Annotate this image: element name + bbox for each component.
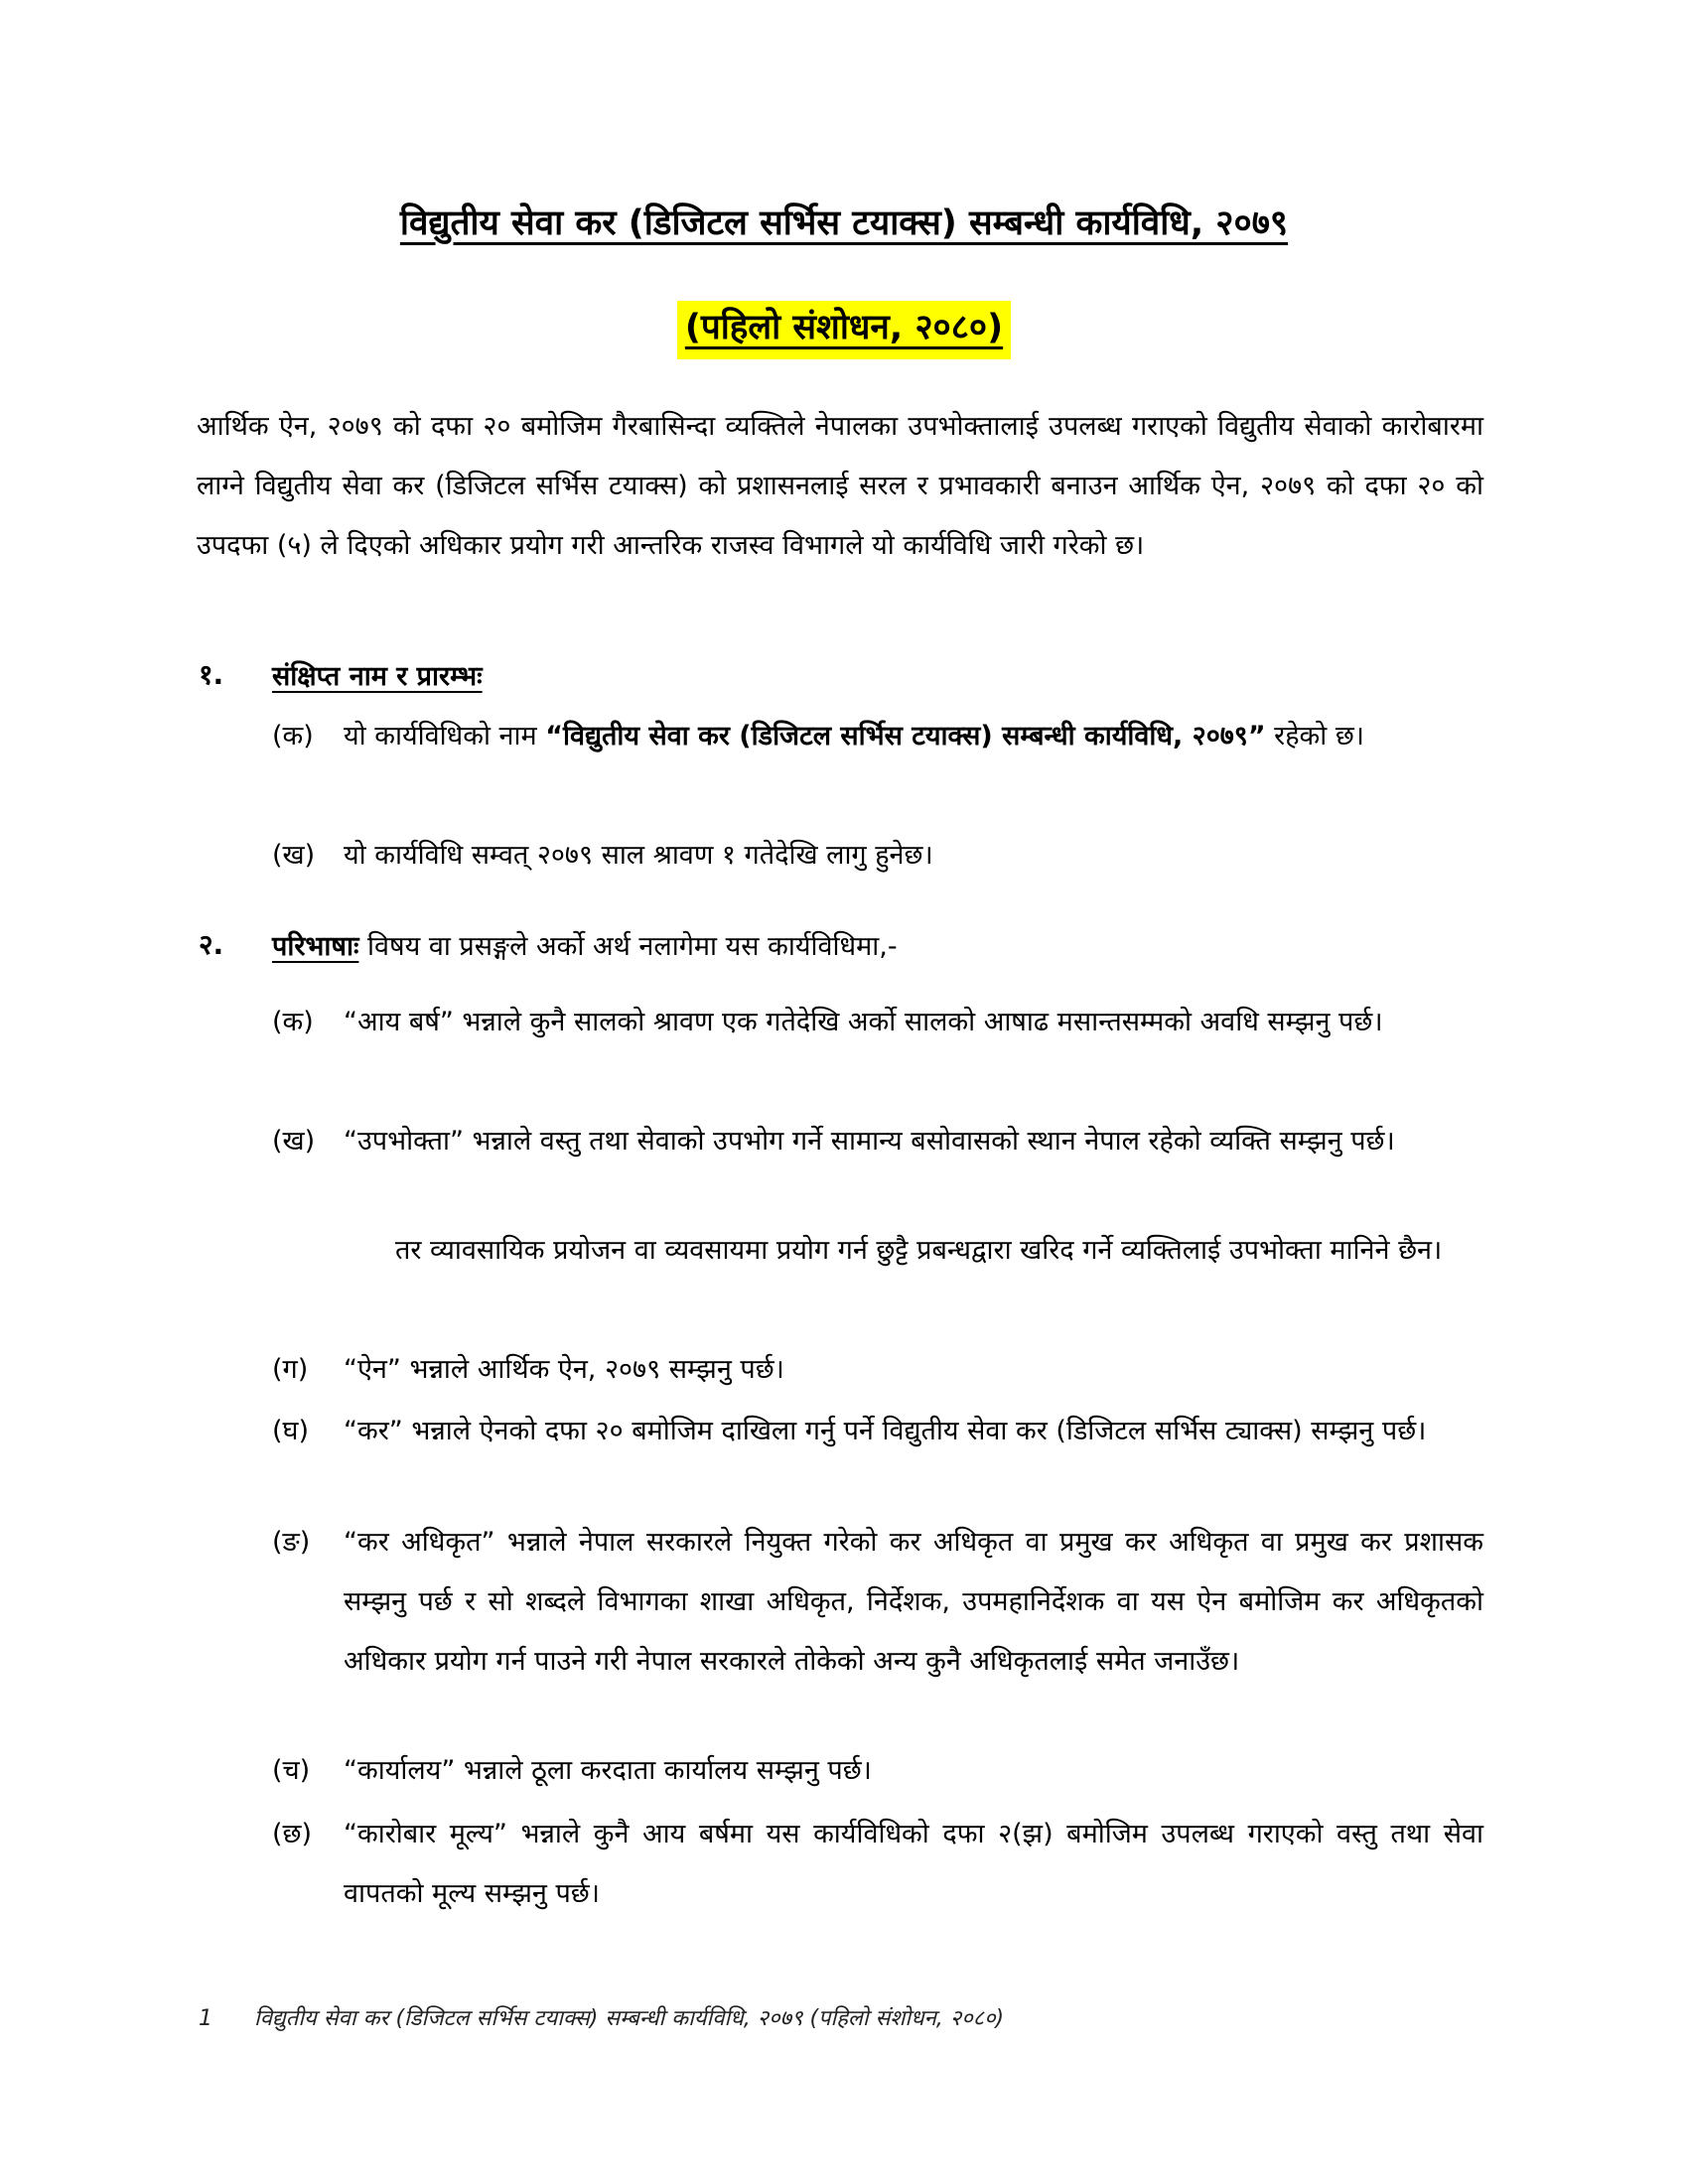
item-text: “आय बर्ष” भन्नाले कुनै सालको श्रावण एक गतेदेखि अर्को सालको आषाढ मसान्तसम्मको अवधि सम्झनु पर्छ। <box>344 1007 1383 1037</box>
section-1-number: १. <box>199 658 224 691</box>
page-number: 1 <box>199 2006 212 2031</box>
section-2-number: २. <box>199 928 224 961</box>
item-text: “कारोबार मूल्य” भन्नाले कुनै आय बर्षमा यस कार्यविधिको दफा २(झ) बमोजिम उपलब्ध गराएको वस्तु तथा सेवा वापतको मूल्य सम्झनु पर्छ। <box>344 1819 1483 1909</box>
amendment-subtitle: (पहिलो संशोधन, २०८०) <box>677 301 1011 359</box>
section-1-item-kha <box>272 826 1483 886</box>
item-text: “कर” भन्नाले ऐनको दफा २० बमोजिम दाखिला गर्नु पर्ने विद्युतीय सेवा कर (डिजिटल सर्भिस ट्याक्स) सम्झनु पर्छ। <box>344 1416 1427 1446</box>
item-text <box>344 707 1483 766</box>
preamble-paragraph: आर्थिक ऐन, २०७९ को दफा २० बमोजिम गैरबासिन्दा व्यक्तिले नेपालका उपभोक्तालाई उपलब्ध गराएको विद्युतीय सेवाको कारोबारमा लाग्ने विद्युतीय सेवा कर (डिजिटल सर्भिस टयाक्स) को प्रशासनलाई सरल र प्रभावकारी बनाउन आर्थिक ऐन, २०७९ को दफा २० को उपदफा (५) ले दिएको अधिकार प्रयोग गरी आन्तरिक राजस्व विभागले यो कार्यविधि जारी गरेको छ। <box>197 411 1483 561</box>
item-label: (घ) <box>272 1416 310 1446</box>
section-2-heading <box>272 917 898 977</box>
procedure-name-bold: “विद्युतीय सेवा कर (डिजिटल सर्भिस टयाक्स) सम्बन्धी कार्यविधि, २०७९” <box>545 721 1266 751</box>
section-2-item-nga <box>272 1513 1483 1692</box>
item-text-after: रहेको छ। <box>1265 721 1365 751</box>
item-label: (ख) <box>272 1126 316 1157</box>
item-text-before: यो कार्यविधिको नाम <box>344 721 546 751</box>
section-1-heading-text: संक्षिप्त नाम र प्रारम्भः <box>272 661 483 692</box>
section-1-heading <box>272 647 483 707</box>
item-text: “कर अधिकृत” भन्नाले नेपाल सरकारले नियुक्त गरेको कर अधिकृत वा प्रमुख कर अधिकृत वा प्रमुख कर प्रशासक सम्झनु पर्छ र सो शब्दले विभागका शाखा अधिकृत, निर्देशक, उपमहानिर्देशक वा यस ऐन बमोजिम कर अधिकृतको अधिकार प्रयोग गर्न पाउने गरी नेपाल सरकारले तोकेको अन्य कुनै अधिकृतलाई समेत जनाउँछ। <box>344 1527 1483 1677</box>
section-2-item-ka <box>272 993 1483 1052</box>
section-2-intro: विषय वा प्रसङ्गले अर्को अर्थ नलागेमा यस कार्यविधिमा,- <box>358 931 898 962</box>
page-footer <box>199 2002 1489 2032</box>
section-2-item-ga <box>272 1340 1483 1400</box>
item-label: (छ) <box>272 1819 312 1849</box>
item-label: (ग) <box>272 1354 309 1385</box>
item-text: “ऐन” भन्नाले आर्थिक ऐन, २०७९ सम्झनु पर्छ। <box>344 1354 784 1385</box>
page-title: विद्युतीय सेवा कर (डिजिटल सर्भिस टयाक्स) सम्बन्धी कार्यविधि, २०७९ <box>399 204 1289 243</box>
subtitle-wrapper <box>0 301 1688 359</box>
item-text: यो कार्यविधि सम्वत् २०७९ साल श्रावण १ गतेदेखि लागु हुनेछ। <box>344 840 933 871</box>
item-label: (च) <box>272 1755 311 1786</box>
proviso-paragraph: तर व्यावसायिक प्रयोजन वा व्यवसायमा प्रयोग गर्न छुट्टै प्रबन्धद्वारा खरिद गर्ने व्यक्तिलाई उपभोक्ता मानिने छैन। <box>395 1235 1443 1266</box>
section-2-item-chha <box>272 1805 1483 1924</box>
section-2-item-cha <box>272 1741 1483 1801</box>
section-1-item-ka <box>272 707 1483 766</box>
item-label: (ख) <box>272 840 316 871</box>
item-label: (क) <box>272 1007 314 1037</box>
item-text: “कार्यालय” भन्नाले ठूला करदाता कार्यालय सम्झनु पर्छ। <box>344 1755 872 1786</box>
item-text: “उपभोक्ता” भन्नाले वस्तु तथा सेवाको उपभोग गर्ने सामान्य बसोवासको स्थान नेपाल रहेको व्यक्ति सम्झनु पर्छ। <box>344 1126 1395 1157</box>
section-2-heading-text: परिभाषाः <box>272 931 359 962</box>
footer-text: विद्युतीय सेवा कर (डिजिटल सर्भिस टयाक्स) सम्बन्धी कार्यविधि, २०७९ (पहिलो संशोधन, २०८०) <box>254 2006 1005 2031</box>
item-label: (ङ) <box>272 1527 311 1558</box>
section-2-item-gha <box>272 1402 1483 1461</box>
section-2-item-kha <box>272 1112 1483 1171</box>
item-label: (क) <box>272 721 314 751</box>
